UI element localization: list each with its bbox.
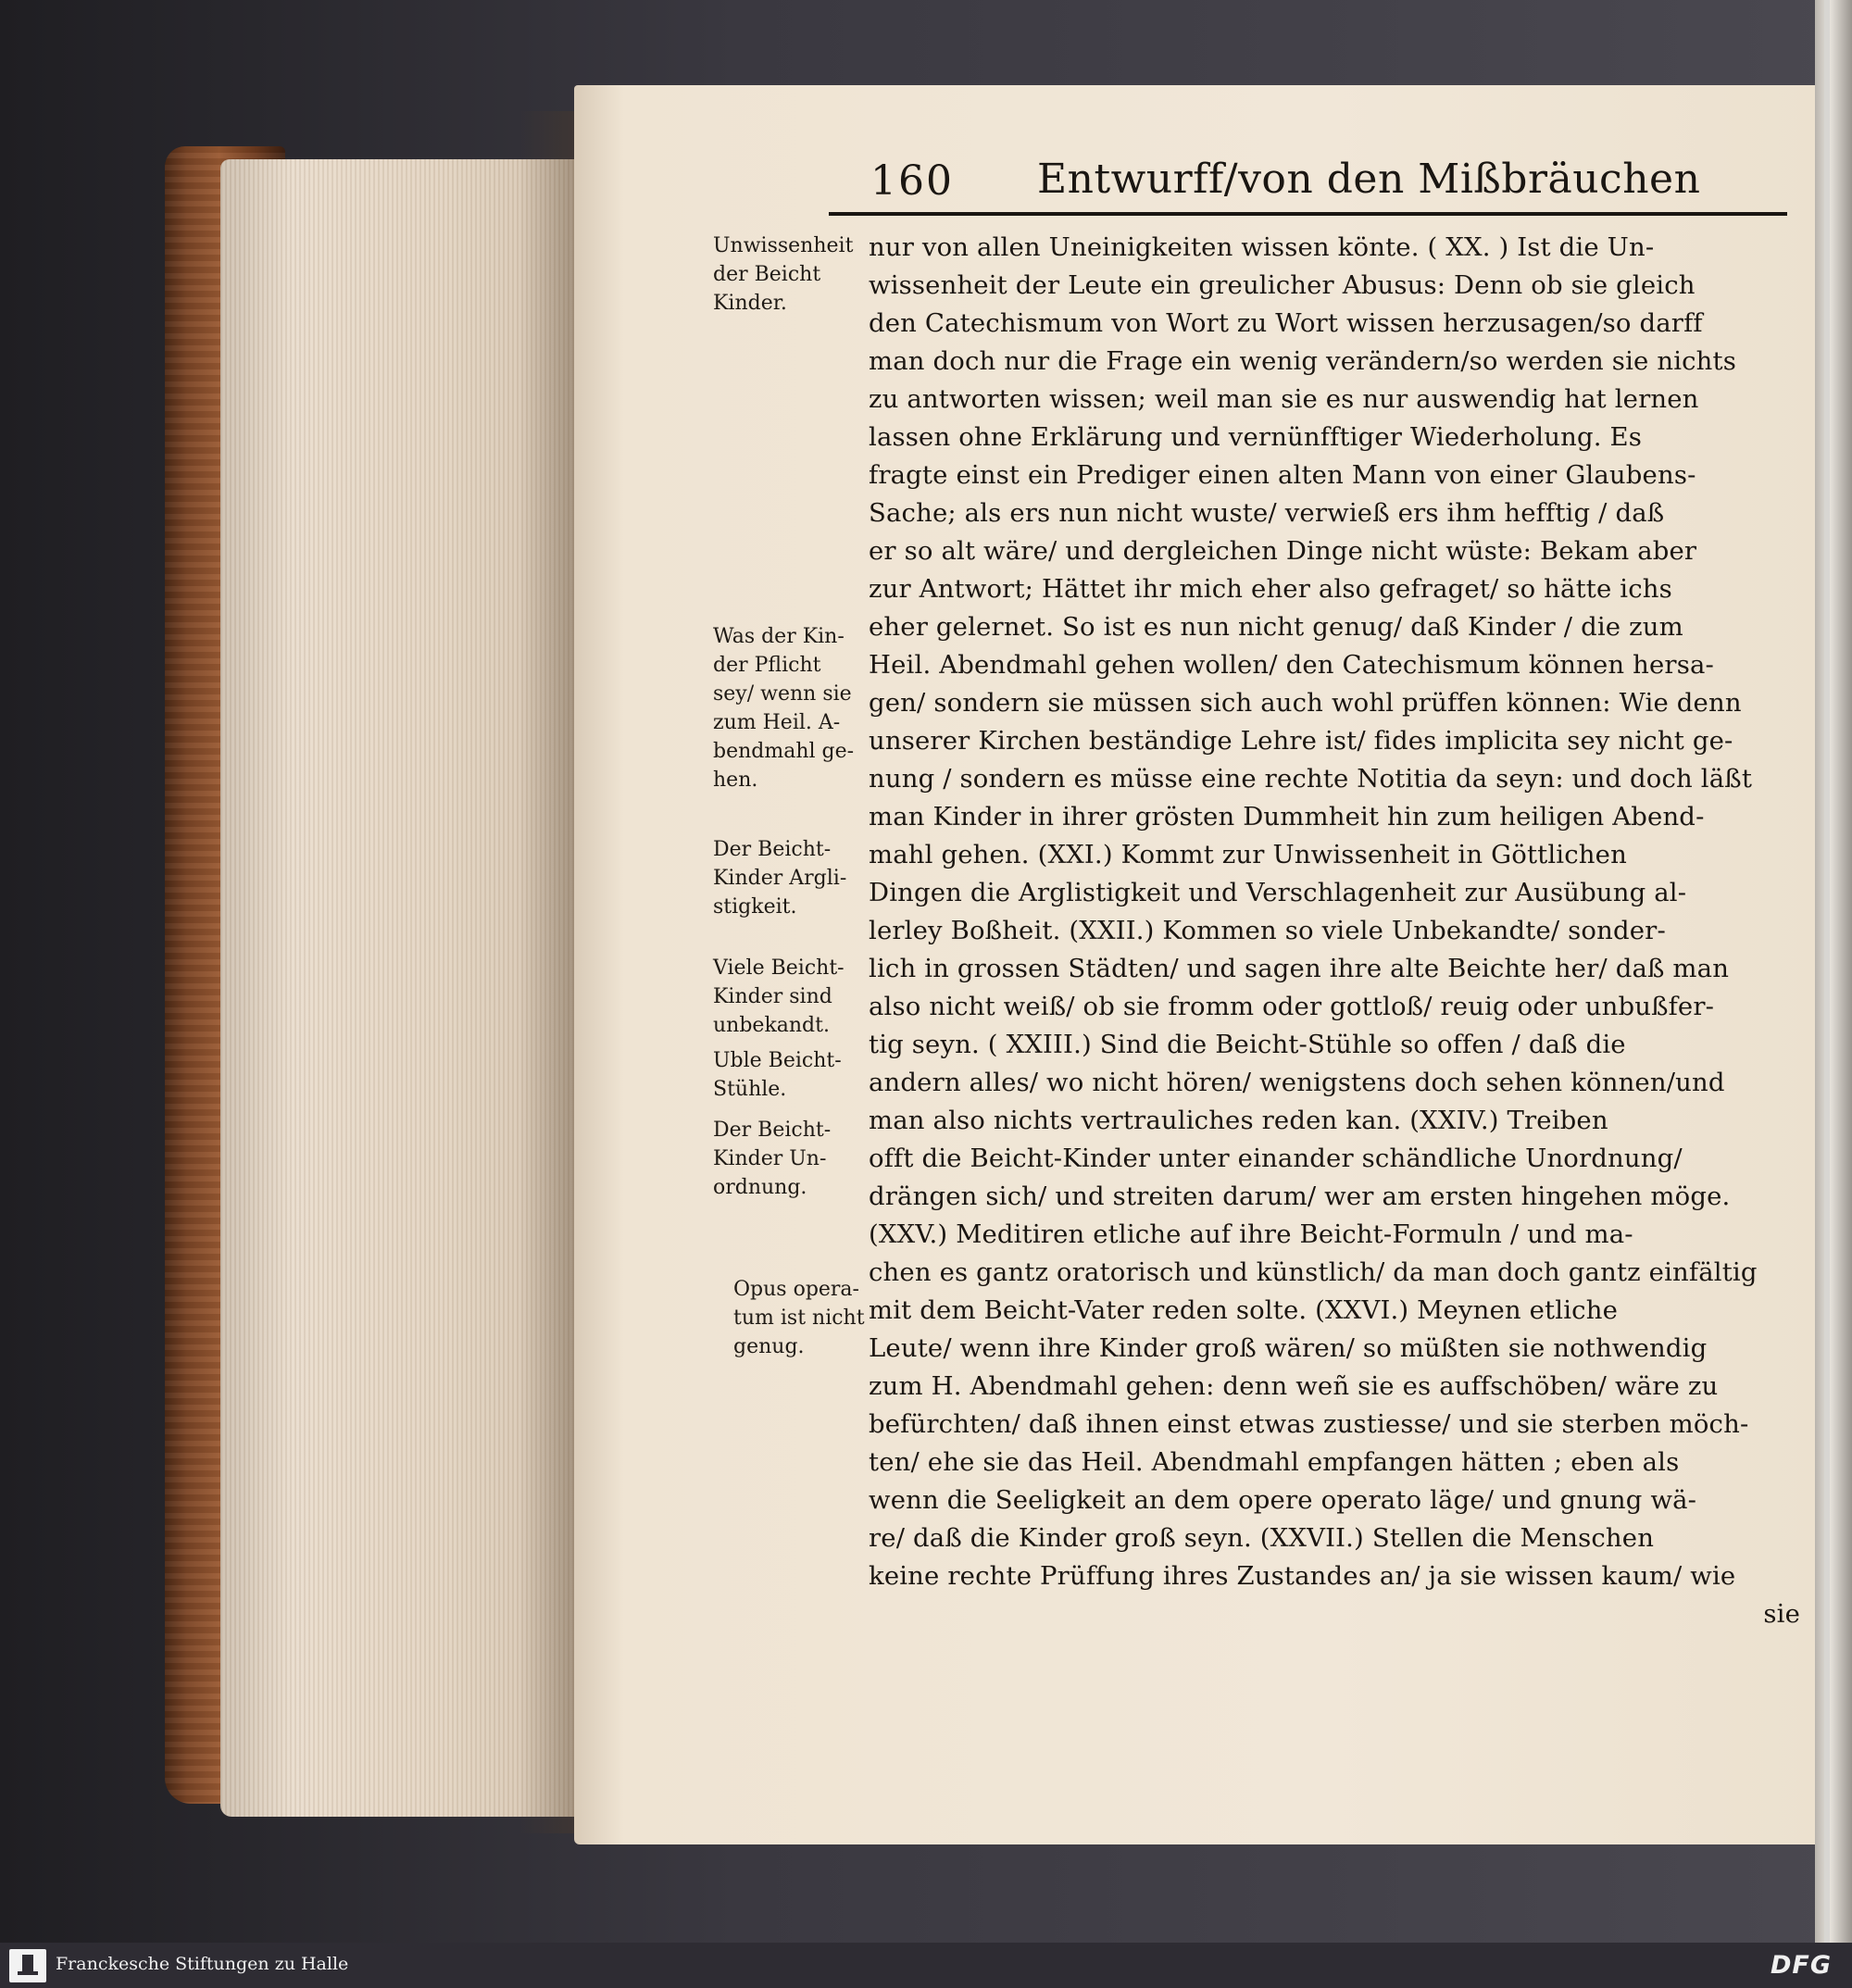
scan-border bbox=[1824, 0, 1830, 1943]
text-line: drängen sich/ und streiten darum/ wer am ersten hingehen möge. bbox=[869, 1182, 1731, 1211]
text-line: er so alt wäre/ und dergleichen Dinge nicht wüste: Bekam aber bbox=[869, 536, 1697, 566]
margin-note: Viele Beicht- Kinder sind unbekandt. bbox=[713, 956, 845, 1037]
text-line: Sache; als ers nun nicht wuste/ verwieß ers ihm hefftig / daß bbox=[869, 498, 1665, 528]
text-line: man Kinder in ihrer grösten Dummheit hin zum heiligen Abend- bbox=[869, 802, 1705, 831]
text-line: wenn die Seeligkeit an dem opere operato läge/ und gnung wä- bbox=[869, 1485, 1697, 1515]
catchword: sie bbox=[1763, 1599, 1800, 1629]
text-line: nung / sondern es müsse eine rechte Notitia da seyn: und doch läßt bbox=[869, 764, 1753, 794]
institution-logo-icon bbox=[9, 1949, 46, 1982]
text-line: fragte einst ein Prediger einen alten Mann von einer Glaubens- bbox=[869, 460, 1696, 490]
text-line: zu antworten wissen; weil man sie es nur auswendig hat lernen bbox=[869, 384, 1699, 414]
text-line: lich in grossen Städten/ und sagen ihre alte Beichte her/ daß man bbox=[869, 954, 1730, 983]
text-line: andern alles/ wo nicht hören/ wenigstens doch sehen können/und bbox=[869, 1068, 1725, 1097]
text-line: man also nichts vertrauliches reden kan. (XXIV.) Treiben bbox=[869, 1106, 1608, 1135]
page-number: 160 bbox=[870, 157, 954, 205]
text-line: nur von allen Uneinigkeiten wissen könte. ( XX. ) Ist die Un- bbox=[869, 232, 1655, 262]
text-line: tig seyn. ( XXIII.) Sind die Beicht-Stühle so offen / daß die bbox=[869, 1030, 1626, 1059]
text-line: wissenheit der Leute ein greulicher Abusus: Denn ob sie gleich bbox=[869, 270, 1696, 300]
footer-bar bbox=[0, 1943, 1852, 1988]
text-line: lerley Boßheit. (XXII.) Kommen so viele Unbekandte/ sonder- bbox=[869, 916, 1666, 945]
text-line: eher gelernet. So ist es nun nicht genug/ daß Kinder / die zum bbox=[869, 612, 1683, 642]
body-text bbox=[869, 229, 1804, 1633]
text-line: befürchten/ daß ihnen einst etwas zustiesse/ und sie sterben möch- bbox=[869, 1409, 1749, 1439]
text-line: Dingen die Arglistigkeit und Verschlagenheit zur Ausübung al- bbox=[869, 878, 1687, 907]
text-line: Heil. Abendmahl gehen wollen/ den Catechismum können hersa- bbox=[869, 650, 1714, 680]
text-line: den Catechismum von Wort zu Wort wissen herzusagen/so darff bbox=[869, 308, 1703, 338]
book-page bbox=[574, 85, 1820, 1844]
text-line: also nicht weiß/ ob sie fromm oder gottloß/ reuig oder unbußfer- bbox=[869, 992, 1715, 1021]
dfg-logo: DFG bbox=[1770, 1951, 1832, 1980]
text-line: ten/ ehe sie das Heil. Abendmahl empfangen hätten ; eben als bbox=[869, 1447, 1680, 1477]
margin-note: Opus opera- tum ist nicht genug. bbox=[733, 1278, 865, 1358]
margin-note: Was der Kin- der Pflicht sey/ wenn sie zum Heil. A- bendmahl ge- hen. bbox=[713, 625, 855, 792]
text-line: mit dem Beicht-Vater reden solte. (XXVI.) Meynen etliche bbox=[869, 1295, 1618, 1325]
text-line: offt die Beicht-Kinder unter einander schändliche Unordnung/ bbox=[869, 1144, 1683, 1173]
margin-note: Unwissenheit der Beicht Kinder. bbox=[713, 234, 854, 315]
text-line: unserer Kirchen beständige Lehre ist/ fides implicita sey nicht ge- bbox=[869, 726, 1733, 756]
text-line: chen es gantz oratorisch und künstlich/ da man doch gantz einfältig bbox=[869, 1257, 1758, 1287]
running-title: Entwurff/von den Mißbräuchen bbox=[1037, 156, 1701, 203]
margin-note: Uble Beicht- Stühle. bbox=[713, 1049, 842, 1101]
text-line: re/ daß die Kinder groß seyn. (XXVII.) Stellen die Menschen bbox=[869, 1523, 1655, 1553]
text-line: keine rechte Prüffung ihres Zustandes an/ ja sie wissen kaum/ wie bbox=[869, 1561, 1736, 1591]
margin-note: Der Beicht- Kinder Un- ordnung. bbox=[713, 1119, 832, 1199]
text-line: man doch nur die Frage ein wenig verändern/so werden sie nichts bbox=[869, 346, 1737, 376]
header-rule bbox=[829, 212, 1787, 216]
text-line: (XXV.) Meditiren etliche auf ihre Beicht-Formuln / und ma- bbox=[869, 1219, 1633, 1249]
text-line: zur Antwort; Hättet ihr mich eher also gefraget/ so hätte ichs bbox=[869, 574, 1672, 604]
text-line: lassen ohne Erklärung und vernünfftiger Wiederholung. Es bbox=[869, 422, 1642, 452]
text-line: mahl gehen. (XXI.) Kommt zur Unwissenheit in Göttlichen bbox=[869, 840, 1627, 869]
next-page-edge bbox=[1815, 0, 1852, 1943]
text-line: gen/ sondern sie müssen sich auch wohl prüffen können: Wie denn bbox=[869, 688, 1742, 718]
text-line: zum H. Abendmahl gehen: denn weñ sie es auffschöben/ wäre zu bbox=[869, 1371, 1719, 1401]
text-line: Leute/ wenn ihre Kinder groß wären/ so müßten sie nothwendig bbox=[869, 1333, 1708, 1363]
institution-name: Franckesche Stiftungen zu Halle bbox=[56, 1954, 349, 1974]
margin-note: Der Beicht- Kinder Argli- stigkeit. bbox=[713, 838, 847, 919]
